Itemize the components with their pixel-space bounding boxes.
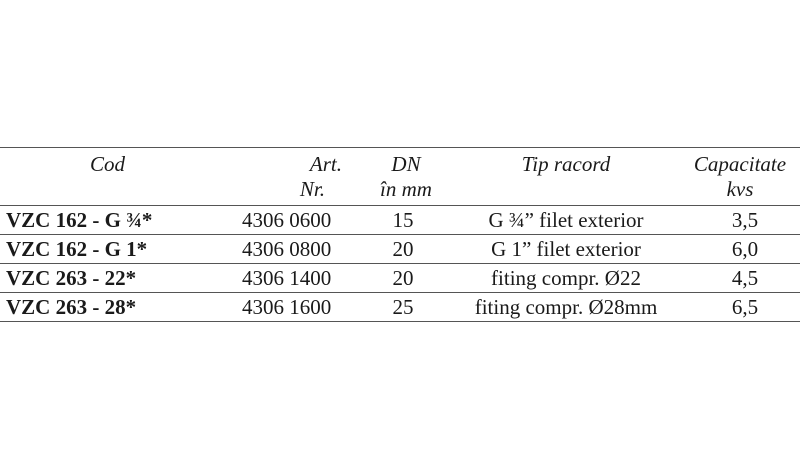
cell-dn: 25 [392,295,414,319]
cell-art-nr: 4306 0600 [242,208,332,232]
header-cod-label: Cod [90,152,126,176]
cell-art-nr: 4306 0800 [242,237,332,261]
header-capacitate [680,148,800,206]
table-body [0,206,800,322]
table-row [0,206,800,235]
cell-tip-racord: fiting compr. Ø22 [491,266,641,290]
header-row [0,148,800,206]
cell-dn: 20 [392,266,414,290]
cell-tip-racord: G 1” filet exterior [491,237,641,261]
cell-cod: VZC 263 - 22* [6,266,137,290]
cell-cod: VZC 162 - G 1* [6,237,148,261]
table-row [0,264,800,293]
product-spec-table [0,147,800,322]
header-cap-line2: kvs [726,177,754,201]
cell-capacitate: 3,5 [731,208,759,232]
cell-capacitate: 6,0 [731,237,759,261]
table-header [0,148,800,206]
cell-dn: 15 [392,208,414,232]
cell-dn: 20 [392,237,414,261]
cell-tip-racord: fiting compr. Ø28mm [474,295,658,319]
cell-art-nr: 4306 1400 [242,266,332,290]
header-art-line2: Nr. [299,177,325,201]
header-dn [360,148,452,206]
cell-cod: VZC 263 - 28* [6,295,137,319]
cell-art-nr: 4306 1600 [242,295,332,319]
header-dn-line2: în mm [380,177,432,201]
cell-cod: VZC 162 - G ¾* [6,208,153,232]
cell-tip-racord: G ¾” filet exterior [488,208,644,232]
header-dn-line1: DN [391,152,421,176]
cell-capacitate: 4,5 [731,266,759,290]
table-row [0,235,800,264]
cell-capacitate: 6,5 [731,295,759,319]
header-art-nr [214,148,360,206]
header-cap-line1: Capacitate [693,152,787,176]
table-row [0,293,800,322]
header-art-line1: Art. [309,152,342,176]
header-cod [0,148,214,206]
header-tip-racord [452,148,680,206]
header-tip-label: Tip racord [521,152,611,176]
